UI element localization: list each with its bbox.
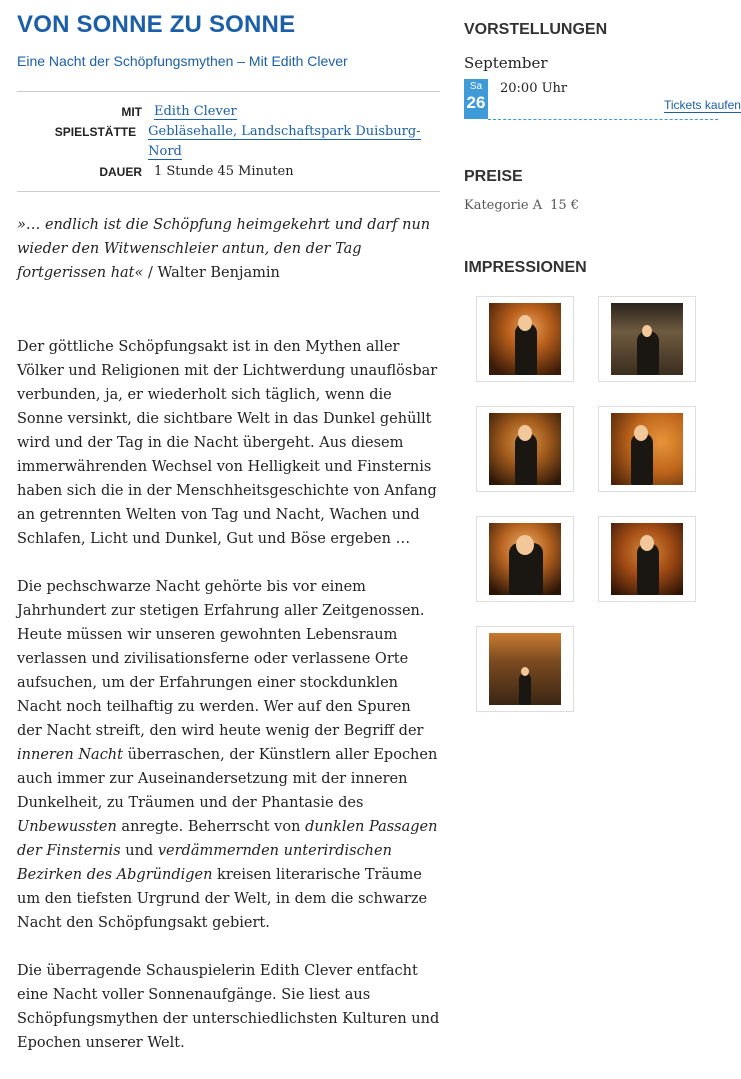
- photo-image: [611, 413, 683, 485]
- paragraph: Die überragende Schauspielerin Edith Clever entfacht eine Nacht voller Sonnenaufgänge. Sie liest aus Schöpfungsmythen der unterschiedlichsten Kulturen und Epochen unserer Welt.: [17, 963, 440, 1051]
- gallery-thumbnail[interactable]: [476, 626, 574, 712]
- text-run: überraschen, der Künstlern aller Epochen auch immer zur Auseinandersetzung mit der inneren Dunkelheit, zu Träumen und der Phantasie des: [17, 747, 438, 811]
- photo-image: [611, 303, 683, 375]
- gallery-thumbnail[interactable]: [598, 296, 696, 382]
- gallery-thumbnail[interactable]: [598, 406, 696, 492]
- photo-image: [489, 413, 561, 485]
- gallery-thumbnail[interactable]: [598, 516, 696, 602]
- photo-image: [489, 633, 561, 705]
- price-value: 15 €: [550, 198, 580, 213]
- text-run: anregte. Beherrscht von: [116, 819, 306, 835]
- text-run: Die pechschwarze Nacht gehörte bis vor einem Jahrhundert zur stetigen Erfahrung aller Zeitgenossen. Heute müssen wir unseren gewohnten Lebensraum verlassen und zivilisationsferne oder verlassene Orte aufsuchen, um der Erfahrungen einer stockdunklen Nacht noch teilhaftig zu werden. Wer auf den Spuren der Nacht streift, den wird heute wenig der Begriff der: [17, 579, 425, 739]
- meta-key: DAUER: [99, 165, 142, 179]
- meta-row-duration: [17, 162, 440, 182]
- duration-value: 1 Stunde 45 Minuten: [154, 164, 294, 179]
- impressionen-heading: IMPRESSIONEN: [464, 259, 587, 276]
- performance-entry: [464, 79, 741, 121]
- buy-tickets-link[interactable]: Tickets kaufen: [664, 98, 741, 112]
- meta-key: SPIELSTÄTTE: [54, 125, 137, 139]
- month-label: September: [464, 54, 548, 72]
- divider: [488, 119, 718, 120]
- emphasis: verdämmernden unterirdischen Bezirken des Abgründigen: [17, 843, 392, 883]
- photo-image: [489, 523, 561, 595]
- meta-key: MIT: [121, 105, 142, 119]
- text-run: und: [120, 843, 158, 859]
- quote-text: »… endlich ist die Schöpfung heimgekehrt und darf nun wieder den Witwenschleier antun, den der Tag fortgerissen hat«: [17, 217, 431, 281]
- photo-image: [611, 523, 683, 595]
- paragraph: Der göttliche Schöpfungsakt ist in den Mythen aller Völker und Religionen mit der Lichtwerdung unauflösbar verbunden, ja, er wiederholt sich täglich, wenn die Sonne versinkt, die sichtbare Welt in das Dunkel gehüllt wird und der Tag in die Nacht übergeht. Aus diesem immerwährenden Wechsel von Helligkeit und Finsternis haben sich die in der Menschheitsgeschichte von Anfang an getrennten Welten von Tag und Nacht, Wachen und Schlafen, Licht und Dunkel, Gut und Böse ergeben …: [17, 339, 438, 547]
- gallery-thumbnail[interactable]: [476, 516, 574, 602]
- quote-author: / Walter Benjamin: [143, 265, 280, 281]
- gallery-thumbnail[interactable]: [476, 406, 574, 492]
- main-content: [17, 10, 440, 1079]
- emphasis: inneren Nacht: [17, 747, 123, 763]
- performance-time: 20:00 Uhr: [500, 81, 568, 96]
- paragraph: [17, 575, 440, 935]
- weekday: Sa: [469, 81, 483, 92]
- venue-link[interactable]: Gebläsehalle, Landschaftspark Duisburg-Nord: [148, 124, 421, 159]
- cast-link[interactable]: Edith Clever: [154, 104, 237, 119]
- date-badge: [464, 79, 488, 119]
- preise-heading: PREISE: [464, 168, 523, 185]
- meta-row-venue: [17, 122, 440, 162]
- emphasis: dunklen Passagen der Finsternis: [17, 819, 438, 859]
- meta-row-mit: [17, 102, 440, 122]
- production-meta: [17, 91, 440, 192]
- page-title: VON SONNE ZU SONNE: [17, 11, 296, 38]
- photo-image: [489, 303, 561, 375]
- day-number: 26: [466, 93, 486, 112]
- price-category: Kategorie A: [464, 198, 543, 213]
- photo-gallery: [476, 296, 714, 712]
- text-run: kreisen literarische Träume um den tiefsten Urgrund der Welt, in dem die schwarze Nacht den Schöpfungsakt gebiert.: [17, 867, 428, 931]
- price-line: [464, 198, 714, 213]
- intro-quote: [17, 213, 440, 285]
- emphasis: Unbewussten: [17, 819, 117, 835]
- description: [17, 335, 440, 1055]
- vorstellungen-heading: VORSTELLUNGEN: [464, 21, 608, 38]
- sidebar: [464, 20, 741, 712]
- page-subtitle: Eine Nacht der Schöpfungsmythen – Mit Edith Clever: [17, 53, 348, 69]
- gallery-thumbnail[interactable]: [476, 296, 574, 382]
